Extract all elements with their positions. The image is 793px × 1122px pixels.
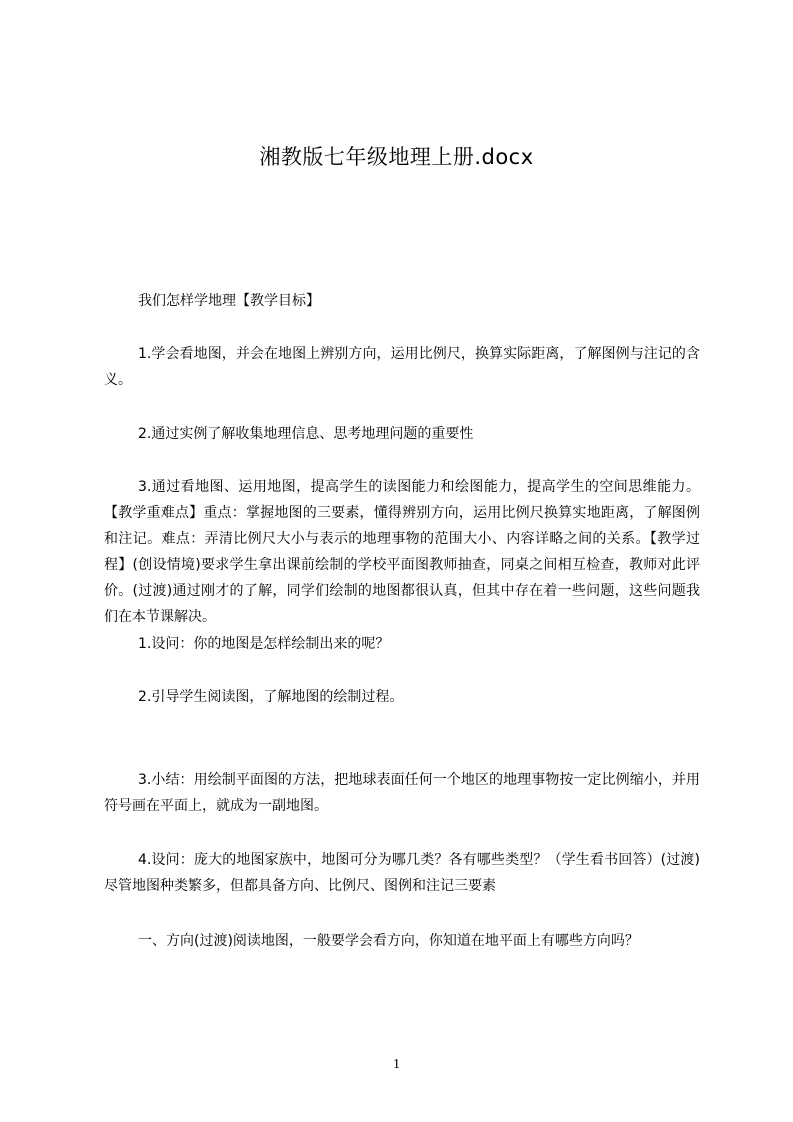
paragraph-step-1: 1.设问：你的地图是怎样绘制出来的呢？: [138, 636, 390, 652]
paragraph-heading-objectives: 我们怎样学地理【教学目标】: [138, 293, 320, 309]
paragraph-step-3: 3.小结：用绘制平面图的方法，把地球表面任何一个地区的地理事物按一定比例缩小，并用符号画在平面上，就成为一副地图。: [104, 772, 700, 814]
paragraph-objective-2: 2.通过实例了解收集地理信息、思考地理问题的重要性: [138, 426, 474, 442]
page-number: 1: [393, 1057, 400, 1072]
paragraph-step-2: 2.引导学生阅读图，了解地图的绘制过程。: [138, 689, 404, 705]
document-title: 湘教版七年级地理上册.docx: [259, 145, 534, 169]
paragraph-section-direction: 一、方向(过渡)阅读地图，一般要学会看方向，你知道在地平面上有哪些方向吗？: [138, 933, 639, 949]
paragraph-step-4: 4.设问：庞大的地图家族中，地图可分为哪几类？各有哪些类型？（学生看书回答）(过渡)尽管地图种类繁多，但都具备方向、比例尺、图例和注记三要素: [104, 852, 700, 894]
paragraph-objective-1: 1.学会看地图，并会在地图上辨别方向，运用比例尺，换算实际距离，了解图例与注记的含义。: [104, 346, 700, 388]
paragraph-objective-3: 3.通过看地图、运用地图，提高学生的读图能力和绘图能力，提高学生的空间思维能力。【教学重难点】重点：掌握地图的三要素，懂得辨别方向，运用比例尺换算实地距离，了解图例和注记。难点：弄清比例尺大小与表示的地理事物的范围大小、内容详略之间的关系。【教学过程】(创设情境)要求学生拿出课前绘制的学校平面图教师抽查，同桌之间相互检查，教师对此评价。(过渡)通过刚才的了解，同学们绘制的地图都很认真，但其中存在着一些问题，这些问题我们在本节课解决。: [104, 479, 700, 625]
